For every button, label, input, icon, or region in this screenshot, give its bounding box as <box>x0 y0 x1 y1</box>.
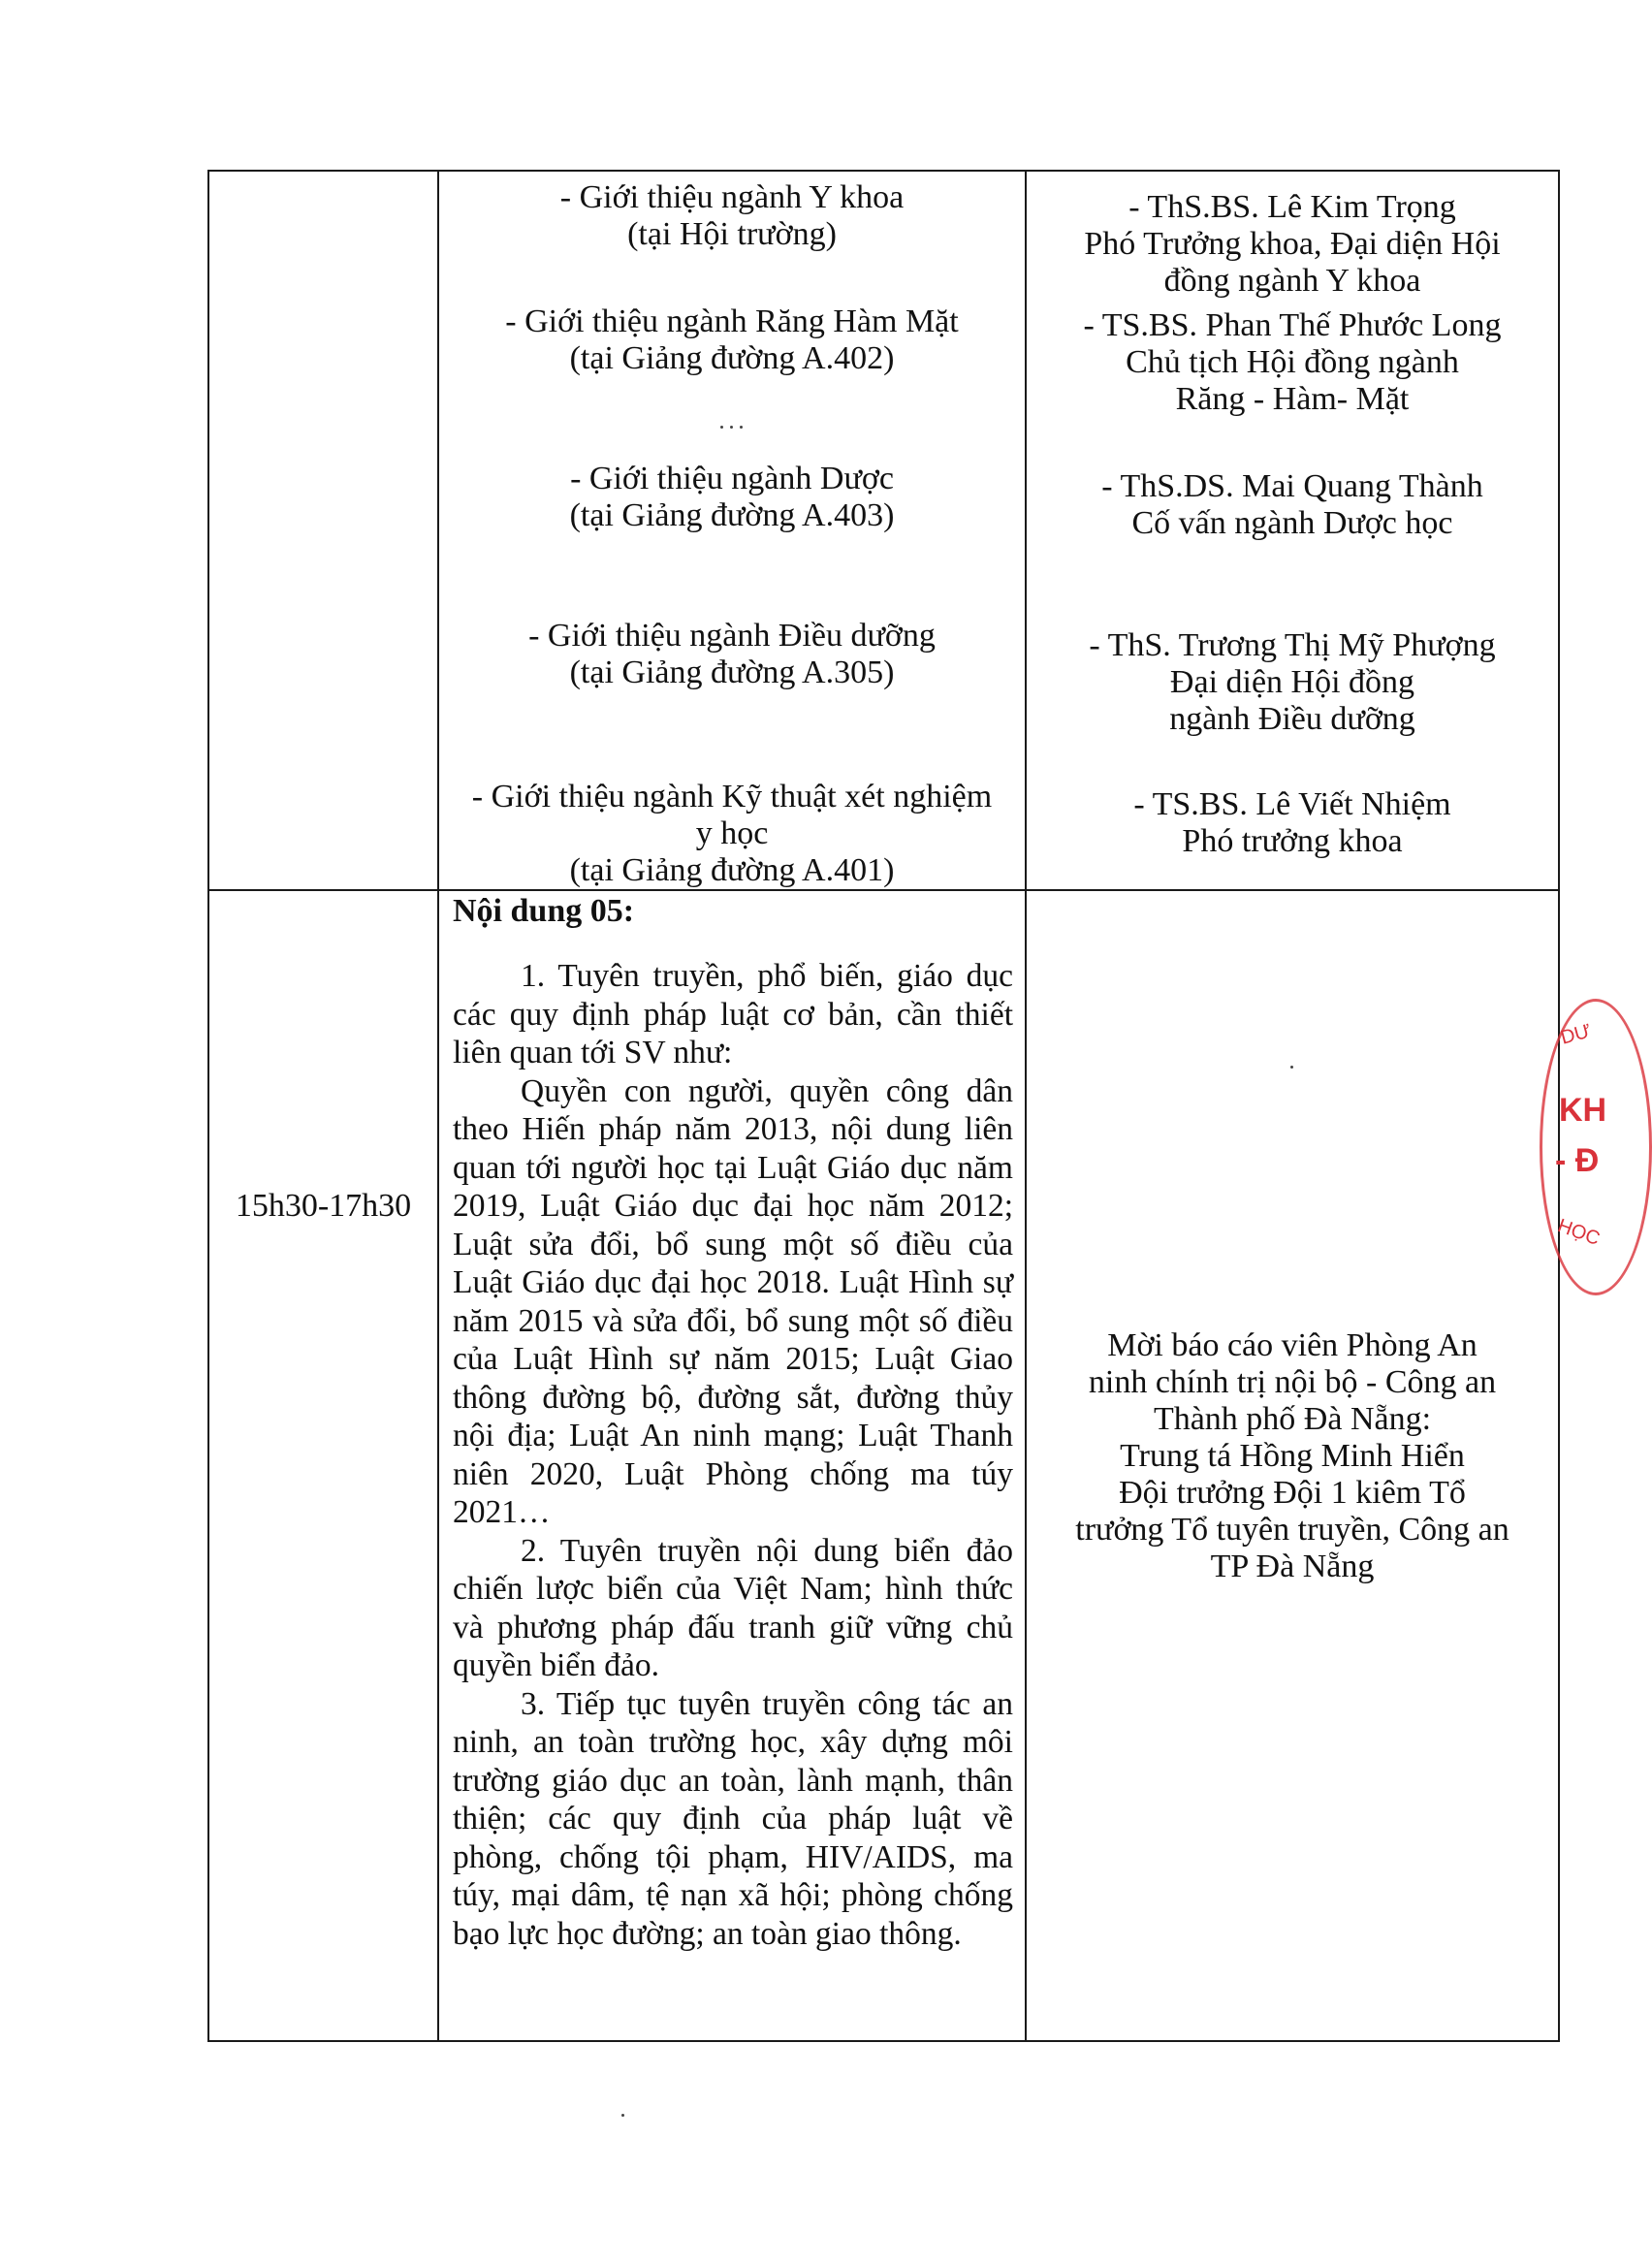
speaker-line: Đội trưởng Đội 1 kiêm Tổ <box>1119 1475 1466 1511</box>
speaker-line: Phó trưởng khoa <box>1182 823 1403 859</box>
speaker-line: đồng ngành Y khoa <box>1163 263 1421 299</box>
program-item-pharmacy <box>439 461 1025 534</box>
content-paragraph: 2. Tuyên truyền nội dung biển đảo chiến lược biển của Việt Nam; hình thức và phương pháp đấu tranh giữ vững chủ quyền biển đảo. <box>453 1532 1013 1683</box>
speaker-item <box>1027 627 1558 738</box>
speaker-cell <box>1026 171 1559 890</box>
speaker-line: Đại diện Hội đồng <box>1169 664 1415 700</box>
content-paragraph: 3. Tiếp tục tuyên truyền công tác an ninh, an toàn trường học, xây dựng môi trường giáo dục an toàn, lành mạnh, thân thiện; các quy định của pháp luật về phòng, chống tội phạm, HIV/AIDS, ma túy, mại dâm, tệ nạn xã hội; phòng chống bạo lực học đường; an toàn giao thông. <box>453 1685 1013 1952</box>
speaker-line: Mời báo cáo viên Phòng An <box>1107 1327 1477 1363</box>
program-line: (tại Giảng đường A.305) <box>569 655 895 690</box>
scan-dot <box>740 426 743 429</box>
seal-text: - Đ <box>1555 1142 1600 1179</box>
seal-text: KH <box>1559 1092 1607 1129</box>
scan-dot <box>730 426 733 429</box>
speaker-line: trưởng Tổ tuyên truyền, Công an <box>1075 1512 1509 1548</box>
seal-text: DƯ <box>1558 1020 1594 1049</box>
speaker-item <box>1027 189 1558 300</box>
program-line: (tại Hội trường) <box>627 216 837 252</box>
scan-dot <box>621 2114 624 2117</box>
program-line: - Giới thiệu ngành Dược <box>570 461 894 496</box>
scan-dot <box>720 426 723 429</box>
time-slot: 15h30-17h30 <box>235 1188 412 1224</box>
time-cell <box>208 171 438 890</box>
program-item-nursing <box>439 618 1025 691</box>
program-item-medicine <box>439 179 1025 253</box>
speaker-line: - TS.BS. Phan Thế Phước Long <box>1083 307 1502 343</box>
program-line: (tại Giảng đường A.403) <box>569 497 895 533</box>
time-cell <box>208 890 438 2041</box>
speaker-line: Phó Trưởng khoa, Đại diện Hội <box>1084 226 1501 262</box>
scan-dot <box>1290 1066 1293 1069</box>
speaker-line: ninh chính trị nội bộ - Công an <box>1088 1364 1497 1400</box>
section-heading: Nội dung 05: <box>453 893 635 929</box>
speaker-item <box>1027 307 1558 418</box>
speaker-line: Chủ tịch Hội đồng ngành <box>1126 344 1459 380</box>
speaker-line: - TS.BS. Lê Viết Nhiệm <box>1133 786 1451 822</box>
speaker-line: TP Đà Nẵng <box>1210 1549 1375 1584</box>
program-line: y học <box>695 815 769 851</box>
content-cell <box>438 890 1026 2041</box>
table-row <box>208 171 1559 890</box>
red-seal-stamp <box>1554 999 1607 1290</box>
content-cell <box>438 171 1026 890</box>
speaker-line: Cố vấn ngành Dược học <box>1131 505 1453 541</box>
program-line: - Giới thiệu ngành Kỹ thuật xét nghiệm <box>471 779 993 814</box>
speaker-line: - ThS.BS. Lê Kim Trọng <box>1128 189 1456 225</box>
speaker-line: - ThS. Trương Thị Mỹ Phượng <box>1089 627 1496 663</box>
guest-speaker-block <box>1027 1327 1558 1585</box>
content-paragraph: 1. Tuyên truyền, phổ biến, giáo dục các quy định pháp luật cơ bản, cần thiết liên quan tới SV như: <box>453 958 1013 1070</box>
speaker-cell <box>1026 890 1559 2041</box>
schedule-table <box>207 170 1560 2042</box>
program-item-dentistry <box>439 303 1025 377</box>
speaker-line: - ThS.DS. Mai Quang Thành <box>1101 468 1483 504</box>
program-item-lab-tech <box>439 779 1025 889</box>
speaker-item <box>1027 786 1558 860</box>
table-row <box>208 890 1559 2041</box>
seal-text: HỌC <box>1554 1215 1604 1250</box>
content-block-05 <box>453 891 1013 1953</box>
program-line: - Giới thiệu ngành Y khoa <box>559 179 905 215</box>
program-line: - Giới thiệu ngành Răng Hàm Mặt <box>505 303 959 339</box>
speaker-line: Trung tá Hồng Minh Hiển <box>1120 1438 1465 1474</box>
program-line: (tại Giảng đường A.402) <box>569 340 895 376</box>
speaker-line: ngành Điều dưỡng <box>1169 701 1415 737</box>
program-line: (tại Giảng đường A.401) <box>569 852 895 888</box>
speaker-line: Răng - Hàm- Mặt <box>1175 381 1410 417</box>
content-paragraph: Quyền con người, quyền công dân theo Hiến pháp năm 2013, nội dung liên quan tới người học tại Luật Giáo dục năm 2019, Luật Giáo dục đại học năm 2012; Luật sửa đổi, bổ sung một số điều của Luật Giáo dục đại học 2018. Luật Hình sự năm 2015 và sửa đổi, bổ sung một số điều của Luật Hình sự năm 2015; Luật Giao thông đường bộ, đường sắt, đường thủy nội địa; Luật An ninh mạng; Luật Thanh niên 2020, Luật Phòng chống ma túy 2021… <box>453 1072 1013 1530</box>
program-line: - Giới thiệu ngành Điều dưỡng <box>528 618 936 654</box>
speaker-item <box>1027 468 1558 542</box>
speaker-line: Thành phố Đà Nẵng: <box>1153 1401 1432 1437</box>
